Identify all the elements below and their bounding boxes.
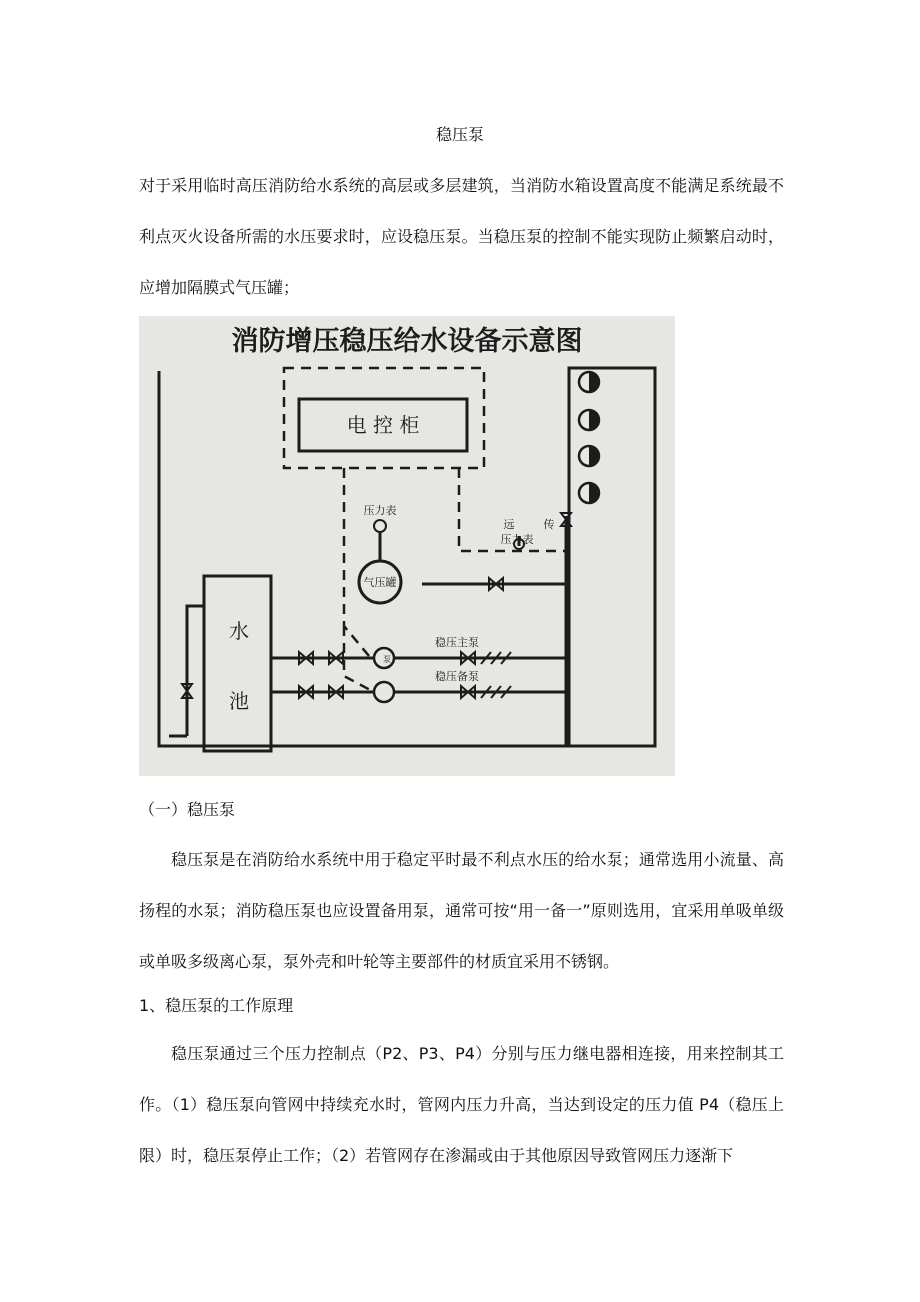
section1-heading: （一）稳压泵 [139, 800, 236, 819]
section2-heading: 1、稳压泵的工作原理 [139, 996, 294, 1015]
remote-label-2: 传 [543, 518, 555, 531]
backup-pump-icon [374, 682, 394, 702]
intro-paragraph: 对于采用临时高压消防给水系统的高层或多层建筑，当消防水箱设置高度不能满足系统最不利点灭火设备所需的水压要求时，应设稳压泵。当稳压泵的控制不能实现防止频繁启动时，应增加隔膜式气压罐； [139, 176, 784, 297]
indicator-lamp-icon [579, 372, 599, 392]
pressure-gauge-label: 压力表 [363, 504, 397, 517]
control-cabinet-label: 电 控 柜 [346, 413, 420, 437]
section1-paragraph: 稳压泵是在消防给水系统中用于稳定平时最不利点水压的给水泵；通常选用小流量、高扬程的水泵；消防稳压泵也应设置备用泵，通常可按“用一备一”原则选用，宜采用单吸单级或单吸多级离心泵，泵外壳和叶轮等主要部件的材质宜采用不锈钢。 [139, 850, 784, 971]
main-pump-symbol: 泵 [383, 655, 391, 664]
pool-label-bottom: 池 [229, 689, 249, 713]
diagram-canvas [139, 316, 675, 776]
pressure-tank-label: 气压罐 [363, 576, 397, 589]
diagram-title: 消防增压稳压给水设备示意图 [231, 326, 583, 357]
diagram-figure [139, 316, 675, 776]
indicator-lamp-icon [579, 446, 599, 466]
remote-gauge-label: 压力表 [500, 533, 534, 546]
pool-label-top: 水 [229, 619, 249, 643]
section2-paragraph: 稳压泵通过三个压力控制点（P2、P3、P4）分别与压力继电器相连接，用来控制其工作。（1）稳压泵向管网中持续充水时，管网内压力升高，当达到设定的压力值 P4（稳压上限）时，稳压泵停止工作；（2）若管网存在渗漏或由于其他原因导致管网压力逐渐下 [139, 1044, 784, 1165]
indicator-lamp-icon [579, 483, 599, 503]
remote-label-1: 远 [503, 518, 515, 531]
main-pump-label: 稳压主泵 [435, 636, 479, 649]
indicator-lamp-icon [579, 410, 599, 430]
backup-pump-label: 稳压备泵 [435, 670, 479, 683]
page-title: 稳压泵 [435, 125, 484, 144]
